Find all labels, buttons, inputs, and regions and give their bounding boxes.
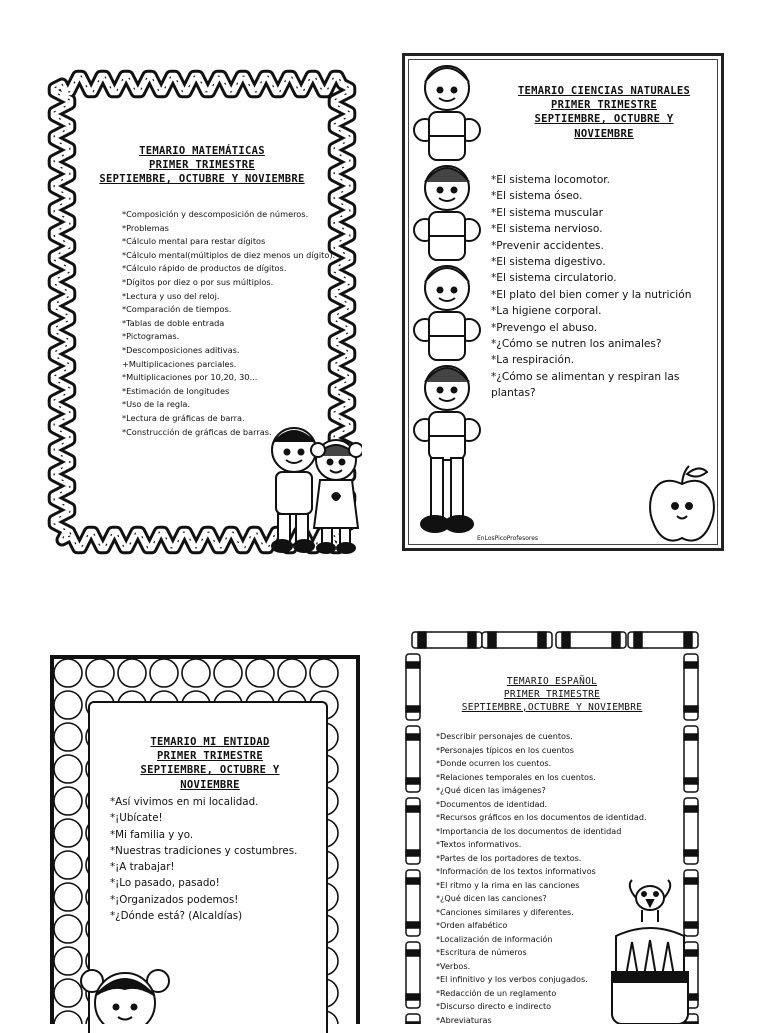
list-item: *Composición y descomposición de números.	[122, 209, 309, 219]
list-item: *Cálculo rápido de productos de dígitos.	[122, 263, 287, 274]
list-item: *El plato del bien comer y la nutrición	[491, 288, 692, 301]
kids-column-clipart-icon	[409, 58, 485, 546]
list-item: *Textos informativos.	[436, 839, 522, 849]
list-item: *Partes de los portadores de textos.	[436, 852, 582, 863]
list-item: *Discurso directo e indirecto	[436, 1001, 552, 1011]
list-item: *Prevenir accidentes.	[491, 239, 604, 252]
spanish-syllabus-card	[402, 628, 704, 1024]
list-item: *El sistema nervioso.	[491, 223, 603, 236]
list-item: *¡Ubícate!	[110, 812, 163, 825]
list-item: *¡Organizados podemos!	[110, 893, 239, 906]
list-item: *Tablas de doble entrada	[122, 317, 225, 328]
list-item: *¡Lo pasado, pasado!	[110, 877, 220, 890]
list-item: *¿Qué dicen las canciones?	[436, 893, 547, 903]
list-item: *Importancia de los documentos de identidad	[436, 825, 622, 836]
list-item: *¿Qué dicen las imágenes?	[436, 785, 546, 795]
list-item: *Lectura de gráficas de barra.	[122, 412, 245, 423]
list-item: *El ritmo y la rima en las canciones	[436, 879, 580, 890]
entity-title: TEMARIO MI ENTIDAD PRIMER TRIMESTRE SEPTIEMBRE, OCTUBRE Y NOVIEMBRE	[140, 736, 280, 791]
list-item: *El sistema óseo.	[491, 190, 583, 203]
science-title: TEMARIO CIENCIAS NATURALES PRIMER TRIMESTRE SEPTIEMBRE, OCTUBRE Y NOVIEMBRE	[517, 85, 691, 140]
list-item: *Abreviaturas	[436, 1014, 492, 1025]
girl-clipart-icon	[80, 959, 170, 1024]
list-item: *El sistema digestivo.	[491, 256, 606, 269]
list-item: *Información de los textos informativos	[436, 866, 596, 876]
list-item: *Cálculo mental(múltiplos de diez menos un dígito).	[122, 249, 336, 260]
list-item: *Canciones similares y diferentes.	[436, 906, 574, 917]
list-item: *Dígitos por diez o por sus múltiplos.	[122, 276, 274, 287]
two-kids-clipart-icon	[266, 420, 362, 558]
credit-text: EnLosPicoProfesores	[477, 535, 539, 542]
entity-topic-list	[110, 794, 297, 924]
list-item: *¿Dónde está? (Alcaldías)	[110, 910, 243, 923]
list-item: *El sistema circulatorio.	[491, 272, 617, 285]
list-item: *La respiración.	[491, 354, 575, 367]
list-item: *¿Cómo se alimentan y respiran las plantas?	[491, 370, 680, 400]
list-item: *Lectura y uso del reloj.	[122, 290, 220, 301]
list-item: *¿Cómo se nutren los animales?	[491, 338, 662, 351]
list-item: *Uso de la regla.	[122, 399, 191, 410]
science-syllabus-card	[402, 53, 724, 551]
science-topic-list	[491, 172, 691, 402]
list-item: *El sistema locomotor.	[491, 174, 611, 186]
list-item: *Construcción de gráficas de barras.	[122, 426, 272, 437]
list-item: *Prevengo el abuso.	[491, 321, 598, 334]
list-item: *Así vivimos en mi localidad.	[110, 796, 259, 808]
spanish-title: TEMARIO ESPAÑOL PRIMER TRIMESTRE SEPTIEMBRE,OCTUBRE Y NOVIEMBRE	[461, 676, 643, 713]
list-item: *Cálculo mental para restar dígitos	[122, 236, 266, 247]
list-item: *La higiene corporal.	[491, 305, 602, 318]
list-item: *Localización de información	[436, 933, 553, 944]
list-item: *Escritura de números	[436, 947, 527, 957]
list-item: *Estimación de longitudes	[122, 385, 230, 396]
list-item: *Nuestras tradiciones y costumbres.	[110, 844, 298, 857]
list-item: *Documentos de identidad.	[436, 798, 548, 809]
math-title: TEMARIO MATEMÁTICAS PRIMER TRIMESTRE SEPTIEMBRE, OCTUBRE Y NOVIEMBRE	[99, 145, 305, 186]
list-item: *Donde ocurren los cuentos.	[436, 758, 552, 768]
list-item: *Personajes típicos en los cuentos	[436, 744, 574, 755]
crayon-box-bird-clipart-icon	[602, 876, 698, 1024]
math-topic-list	[122, 208, 335, 439]
list-item: *Redacción de un reglamento	[436, 987, 557, 998]
list-item: *Recursos gráficos en los documentos de identidad.	[436, 812, 647, 822]
list-item: *Comparación de tiempos.	[122, 304, 232, 315]
list-item: *Mi familia y yo.	[110, 828, 194, 841]
entity-syllabus-card	[50, 655, 360, 1024]
list-item: *Descomposiciones aditivas.	[122, 344, 240, 355]
list-item: *Multiplicaciones por 10,20, 30...	[122, 372, 258, 383]
list-item: *El sistema muscular	[491, 206, 604, 219]
list-item: *Orden alfabético	[436, 920, 508, 930]
list-item: *Pictogramas.	[122, 331, 180, 342]
list-item: *¡A trabajar!	[110, 861, 175, 874]
list-item: *El infinitivo y los verbos conjugados.	[436, 974, 588, 984]
list-item: *Describir personajes de cuentos.	[436, 731, 573, 741]
list-item: *Verbos.	[436, 960, 471, 971]
list-item: *Relaciones temporales en los cuentos.	[436, 771, 596, 782]
math-syllabus-card	[40, 62, 364, 562]
list-item: +Multiplicaciones parciales.	[122, 358, 237, 369]
apple-clipart-icon	[643, 464, 721, 546]
list-item: *Problemas	[122, 222, 169, 233]
